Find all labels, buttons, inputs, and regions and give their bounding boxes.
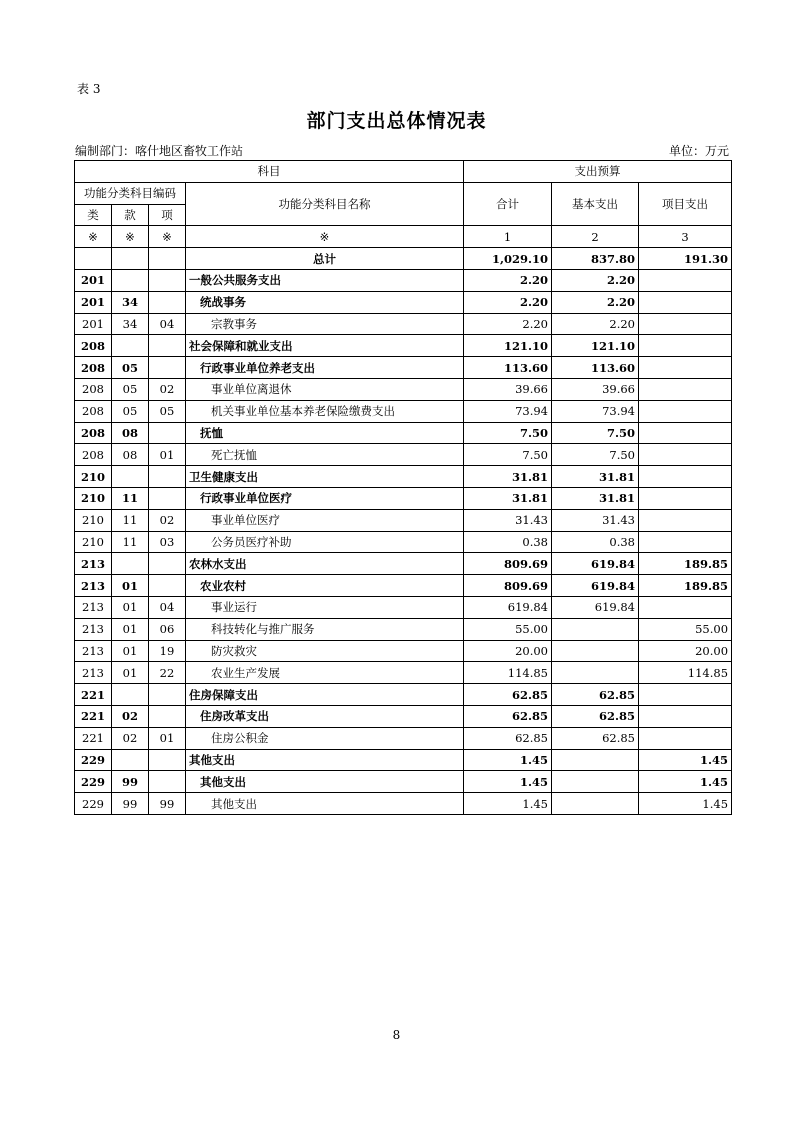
mark-lei: ※ (75, 226, 112, 248)
table-row (75, 553, 732, 575)
code-kuan: 11 (112, 531, 149, 553)
code-xiang: 22 (149, 662, 186, 684)
amount-total: 809.69 (464, 553, 552, 575)
code-lei: 213 (75, 596, 112, 618)
mark-kuan: ※ (112, 226, 149, 248)
header-name: 功能分类科目名称 (186, 182, 464, 226)
amount-basic: 7.50 (552, 422, 639, 444)
amount-total: 62.85 (464, 684, 552, 706)
subject-name: 住房公积金 (186, 727, 464, 749)
amount-project (639, 596, 732, 618)
table-row (75, 640, 732, 662)
amount-total: 1.45 (464, 793, 552, 815)
amount-project (639, 487, 732, 509)
amount-project (639, 335, 732, 357)
header-project: 项目支出 (639, 182, 732, 226)
amount-total: 1.45 (464, 771, 552, 793)
code-xiang: 02 (149, 378, 186, 400)
table-row (75, 400, 732, 422)
amount-basic: 113.60 (552, 357, 639, 379)
amount-total: 113.60 (464, 357, 552, 379)
header-row-4 (75, 226, 732, 248)
amount-basic: 62.85 (552, 727, 639, 749)
code-lei: 213 (75, 640, 112, 662)
amount-basic (552, 618, 639, 640)
subject-name: 机关事业单位基本养老保险缴费支出 (186, 400, 464, 422)
table-row (75, 684, 732, 706)
amount-basic: 31.43 (552, 509, 639, 531)
subject-name: 一般公共服务支出 (186, 269, 464, 291)
amount-basic: 62.85 (552, 705, 639, 727)
header-basic: 基本支出 (552, 182, 639, 226)
code-xiang (149, 357, 186, 379)
subject-name: 其他支出 (186, 771, 464, 793)
amount-basic: 73.94 (552, 400, 639, 422)
total-empty-kuan (112, 248, 149, 270)
header-lei: 类 (75, 204, 112, 226)
code-xiang: 05 (149, 400, 186, 422)
amount-project: 189.85 (639, 575, 732, 597)
amount-project (639, 400, 732, 422)
mark-xiang: ※ (149, 226, 186, 248)
subject-name: 农林水支出 (186, 553, 464, 575)
amount-basic (552, 771, 639, 793)
amount-basic: 619.84 (552, 596, 639, 618)
code-lei: 229 (75, 749, 112, 771)
code-kuan: 08 (112, 422, 149, 444)
amount-basic: 121.10 (552, 335, 639, 357)
amount-basic: 7.50 (552, 444, 639, 466)
subject-name: 事业单位离退休 (186, 378, 464, 400)
code-lei: 210 (75, 531, 112, 553)
amount-project (639, 705, 732, 727)
header-row-2 (75, 182, 732, 204)
table-row (75, 596, 732, 618)
subject-name: 农业生产发展 (186, 662, 464, 684)
code-xiang (149, 335, 186, 357)
code-kuan: 99 (112, 771, 149, 793)
code-kuan: 01 (112, 618, 149, 640)
code-kuan: 05 (112, 357, 149, 379)
code-kuan: 01 (112, 575, 149, 597)
unit-label: 单位：万元 (668, 144, 729, 158)
table-row (75, 771, 732, 793)
code-kuan: 34 (112, 313, 149, 335)
code-lei: 213 (75, 553, 112, 575)
table-row (75, 749, 732, 771)
amount-total: 619.84 (464, 596, 552, 618)
code-kuan: 34 (112, 291, 149, 313)
header-code-group: 功能分类科目编码 (75, 182, 186, 204)
code-xiang: 99 (149, 793, 186, 815)
amount-total: 7.50 (464, 422, 552, 444)
header-xiang: 项 (149, 204, 186, 226)
code-kuan (112, 269, 149, 291)
amount-total: 55.00 (464, 618, 552, 640)
amount-basic: 39.66 (552, 378, 639, 400)
code-kuan: 02 (112, 705, 149, 727)
amount-project: 55.00 (639, 618, 732, 640)
amount-basic: 619.84 (552, 575, 639, 597)
amount-basic: 2.20 (552, 313, 639, 335)
code-lei: 208 (75, 357, 112, 379)
amount-project (639, 357, 732, 379)
code-xiang (149, 466, 186, 488)
subject-name: 卫生健康支出 (186, 466, 464, 488)
code-kuan: 01 (112, 596, 149, 618)
code-xiang: 04 (149, 596, 186, 618)
code-kuan: 01 (112, 640, 149, 662)
code-xiang: 03 (149, 531, 186, 553)
amount-total: 39.66 (464, 378, 552, 400)
total-empty-xiang (149, 248, 186, 270)
code-lei: 221 (75, 727, 112, 749)
col-number-2: 2 (552, 226, 639, 248)
subject-name: 抚恤 (186, 422, 464, 444)
amount-total: 121.10 (464, 335, 552, 357)
total-basic: 837.80 (552, 248, 639, 270)
amount-basic (552, 793, 639, 815)
amount-basic: 31.81 (552, 466, 639, 488)
code-xiang: 02 (149, 509, 186, 531)
amount-project: 1.45 (639, 749, 732, 771)
code-xiang (149, 771, 186, 793)
code-xiang (149, 705, 186, 727)
table-row (75, 291, 732, 313)
table-row (75, 466, 732, 488)
header-total: 合计 (464, 182, 552, 226)
header-subject: 科目 (75, 161, 464, 183)
total-amount: 1,029.10 (464, 248, 552, 270)
amount-total: 7.50 (464, 444, 552, 466)
amount-project (639, 378, 732, 400)
code-kuan (112, 553, 149, 575)
code-lei: 213 (75, 618, 112, 640)
amount-basic: 31.81 (552, 487, 639, 509)
code-kuan: 01 (112, 662, 149, 684)
code-lei: 210 (75, 487, 112, 509)
amount-project (639, 509, 732, 531)
subject-name: 统战事务 (186, 291, 464, 313)
subject-name: 防灾救灾 (186, 640, 464, 662)
amount-total: 809.69 (464, 575, 552, 597)
table-row (75, 357, 732, 379)
code-lei: 208 (75, 400, 112, 422)
code-lei: 210 (75, 466, 112, 488)
subject-name: 农业农村 (186, 575, 464, 597)
col-number-1: 1 (464, 226, 552, 248)
code-kuan: 05 (112, 378, 149, 400)
code-xiang (149, 487, 186, 509)
code-kuan: 99 (112, 793, 149, 815)
code-xiang: 06 (149, 618, 186, 640)
table-tag: 表 3 (77, 82, 101, 96)
amount-project (639, 684, 732, 706)
subject-name: 住房保障支出 (186, 684, 464, 706)
table-row (75, 793, 732, 815)
code-xiang: 01 (149, 444, 186, 466)
col-number-3: 3 (639, 226, 732, 248)
table-row (75, 727, 732, 749)
amount-project (639, 444, 732, 466)
amount-project: 189.85 (639, 553, 732, 575)
amount-total: 62.85 (464, 705, 552, 727)
amount-basic (552, 662, 639, 684)
header-kuan: 款 (112, 204, 149, 226)
code-lei: 208 (75, 335, 112, 357)
department-label: 编制部门：喀什地区畜牧工作站 (75, 144, 244, 158)
code-xiang (149, 553, 186, 575)
amount-project (639, 291, 732, 313)
code-lei: 213 (75, 575, 112, 597)
code-lei: 201 (75, 291, 112, 313)
code-lei: 221 (75, 684, 112, 706)
code-lei: 208 (75, 422, 112, 444)
amount-total: 31.81 (464, 487, 552, 509)
subject-name: 公务员医疗补助 (186, 531, 464, 553)
table-row (75, 531, 732, 553)
amount-project (639, 466, 732, 488)
code-xiang (149, 269, 186, 291)
table-row (75, 705, 732, 727)
code-lei: 208 (75, 444, 112, 466)
amount-project: 114.85 (639, 662, 732, 684)
amount-project (639, 313, 732, 335)
amount-project (639, 727, 732, 749)
subject-name: 事业运行 (186, 596, 464, 618)
amount-total: 2.20 (464, 269, 552, 291)
table-row (75, 335, 732, 357)
amount-total: 31.43 (464, 509, 552, 531)
amount-basic: 619.84 (552, 553, 639, 575)
amount-total: 62.85 (464, 727, 552, 749)
total-empty-lei (75, 248, 112, 270)
code-lei: 210 (75, 509, 112, 531)
table-row (75, 422, 732, 444)
code-xiang: 04 (149, 313, 186, 335)
code-lei: 201 (75, 313, 112, 335)
table-row (75, 487, 732, 509)
amount-total: 20.00 (464, 640, 552, 662)
amount-basic: 2.20 (552, 269, 639, 291)
code-kuan: 11 (112, 509, 149, 531)
table-row (75, 378, 732, 400)
page-number: 8 (392, 1028, 401, 1042)
subject-name: 行政事业单位养老支出 (186, 357, 464, 379)
subject-name: 其他支出 (186, 749, 464, 771)
amount-total: 2.20 (464, 291, 552, 313)
amount-project (639, 422, 732, 444)
code-lei: 229 (75, 771, 112, 793)
subject-name: 住房改革支出 (186, 705, 464, 727)
header-budget: 支出预算 (464, 161, 732, 183)
code-lei: 208 (75, 378, 112, 400)
table-row (75, 618, 732, 640)
amount-basic: 2.20 (552, 291, 639, 313)
code-kuan: 11 (112, 487, 149, 509)
code-kuan (112, 684, 149, 706)
subject-name: 事业单位医疗 (186, 509, 464, 531)
amount-total: 73.94 (464, 400, 552, 422)
amount-total: 0.38 (464, 531, 552, 553)
amount-project: 20.00 (639, 640, 732, 662)
table-row (75, 509, 732, 531)
header-row-1 (75, 161, 732, 183)
subject-name: 科技转化与推广服务 (186, 618, 464, 640)
amount-total: 114.85 (464, 662, 552, 684)
mark-name: ※ (186, 226, 464, 248)
amount-basic: 62.85 (552, 684, 639, 706)
subject-name: 行政事业单位医疗 (186, 487, 464, 509)
code-xiang: 19 (149, 640, 186, 662)
code-xiang (149, 749, 186, 771)
code-xiang (149, 422, 186, 444)
code-xiang (149, 291, 186, 313)
code-lei: 229 (75, 793, 112, 815)
code-xiang (149, 684, 186, 706)
subject-name: 其他支出 (186, 793, 464, 815)
code-kuan (112, 335, 149, 357)
table-row (75, 444, 732, 466)
table-row (75, 269, 732, 291)
code-lei: 213 (75, 662, 112, 684)
code-kuan (112, 466, 149, 488)
amount-total: 31.81 (464, 466, 552, 488)
subject-name: 社会保障和就业支出 (186, 335, 464, 357)
amount-basic (552, 640, 639, 662)
amount-basic: 0.38 (552, 531, 639, 553)
total-project: 191.30 (639, 248, 732, 270)
subject-name: 死亡抚恤 (186, 444, 464, 466)
expenditure-table (74, 160, 732, 815)
code-xiang: 01 (149, 727, 186, 749)
code-lei: 201 (75, 269, 112, 291)
total-label: 总计 (186, 248, 464, 270)
total-row (75, 248, 732, 270)
table-row (75, 575, 732, 597)
code-kuan (112, 749, 149, 771)
amount-total: 2.20 (464, 313, 552, 335)
amount-project: 1.45 (639, 793, 732, 815)
code-kuan: 05 (112, 400, 149, 422)
subject-name: 宗教事务 (186, 313, 464, 335)
amount-project (639, 269, 732, 291)
amount-project: 1.45 (639, 771, 732, 793)
code-xiang (149, 575, 186, 597)
amount-project (639, 531, 732, 553)
code-kuan: 08 (112, 444, 149, 466)
table-row (75, 313, 732, 335)
code-lei: 221 (75, 705, 112, 727)
amount-total: 1.45 (464, 749, 552, 771)
code-kuan: 02 (112, 727, 149, 749)
table-row (75, 662, 732, 684)
page-title: 部门支出总体情况表 (306, 110, 487, 132)
amount-basic (552, 749, 639, 771)
